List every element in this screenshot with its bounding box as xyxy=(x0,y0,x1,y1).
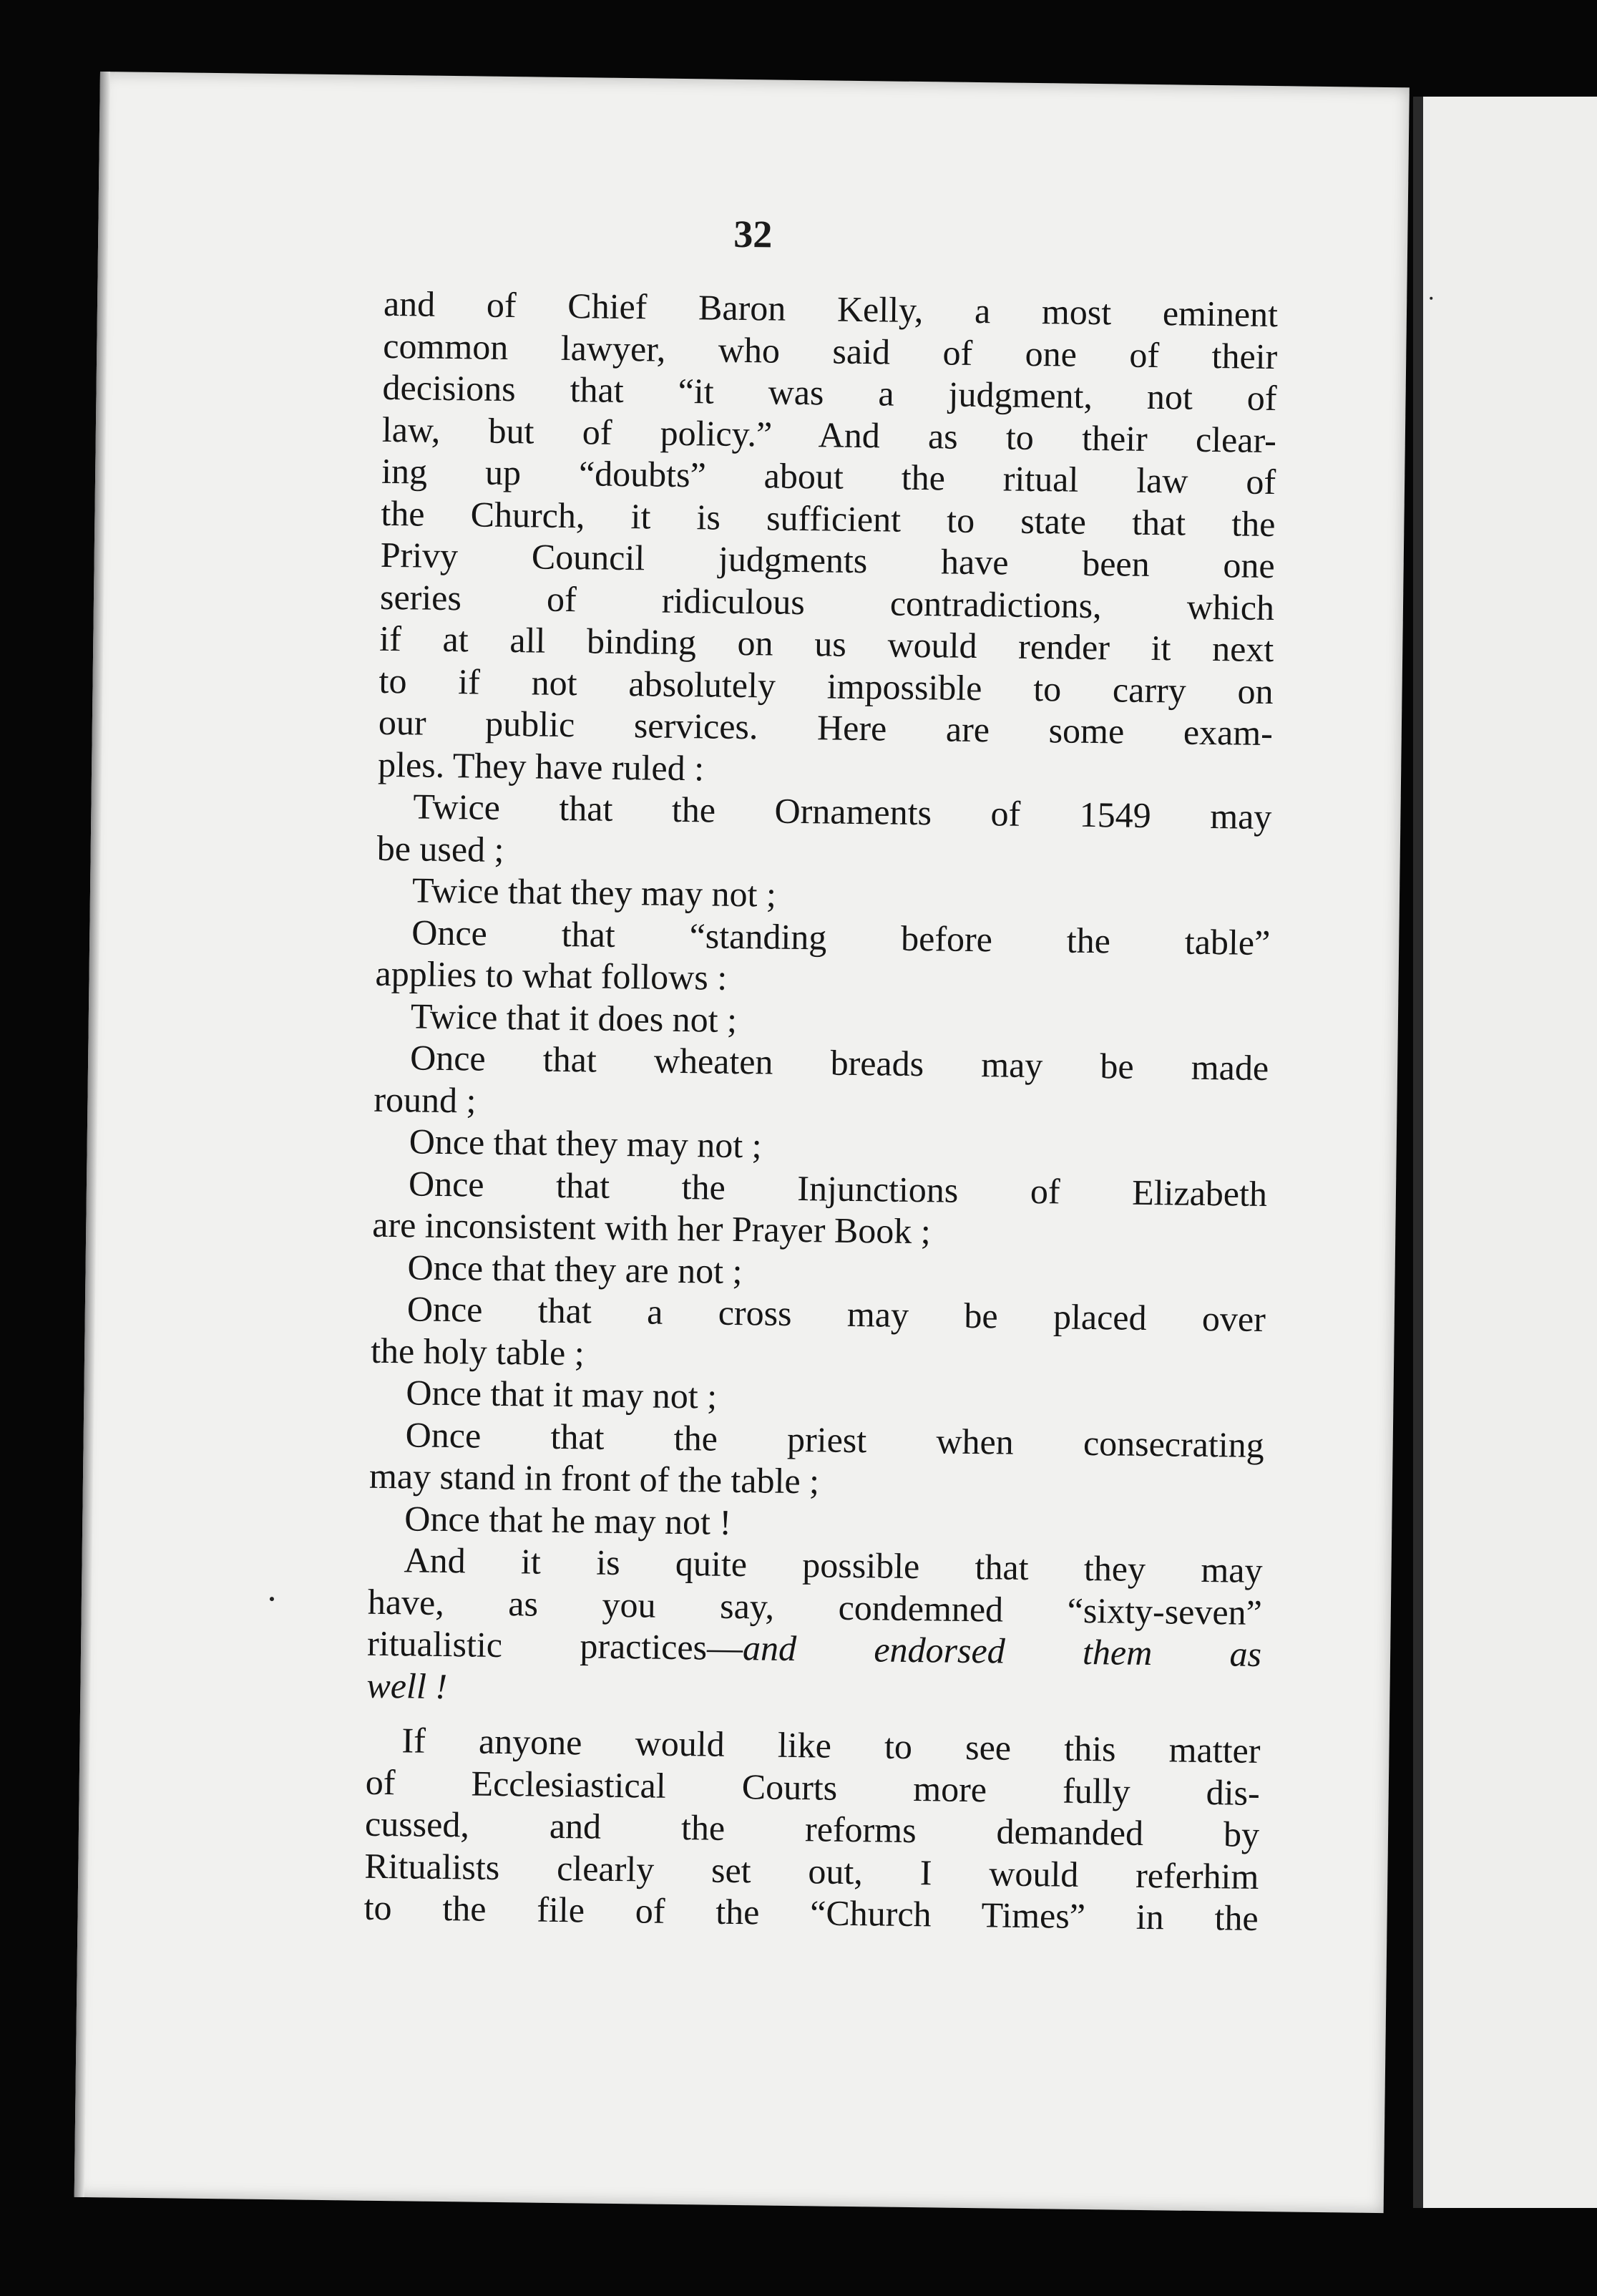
text-line: And it is quite possible that they may xyxy=(404,1539,1263,1591)
text-line: be used ; xyxy=(376,827,504,870)
italic-text: well ! xyxy=(366,1665,448,1706)
text-line: if at all binding on us would render it next xyxy=(379,618,1274,670)
text-line: applies to what follows : xyxy=(375,953,728,998)
text-line: ing up “doubts” about the ritual law of xyxy=(381,450,1276,502)
text-line: round ; xyxy=(373,1079,477,1121)
text-line: may stand in front of the table ; xyxy=(368,1455,820,1502)
text-line: If anyone would like to see this matter xyxy=(401,1720,1261,1771)
text-line: Twice that the Ornaments of 1549 may xyxy=(413,786,1272,837)
text-line: Once that it may not ; xyxy=(406,1372,718,1416)
text-line: Ritualists clearly set out, I would referhim xyxy=(364,1845,1259,1897)
paragraph xyxy=(366,1539,1263,1717)
text-line: have, as you say, condemned “sixty-seven” xyxy=(367,1581,1263,1633)
text-line: law, but of policy.” And as to their clear- xyxy=(381,409,1277,460)
text-line: cussed, and the reforms demanded by xyxy=(364,1803,1260,1854)
text-line: Privy Council judgments have been one xyxy=(380,534,1276,586)
text-line: Once that he may not ! xyxy=(404,1497,732,1542)
text-line: Once that a cross may be placed over xyxy=(406,1288,1266,1340)
text-line: Once that they may not ; xyxy=(409,1121,763,1166)
ruling-item xyxy=(373,1036,1269,1131)
text-line: to the file of the “Church Times” in the xyxy=(363,1887,1259,1938)
page-edge xyxy=(74,72,110,2197)
text-line: our public services. Here are some exam- xyxy=(378,701,1274,754)
text-line: Twice that it does not ; xyxy=(410,995,738,1040)
text-line: of Ecclesiastical Courts more fully dis- xyxy=(365,1761,1261,1813)
text-line: Once that “standing before the table” xyxy=(411,911,1271,963)
text-line: Once that the priest when consecrating xyxy=(405,1414,1265,1465)
text-line: decisions that “it was a judgment, not of xyxy=(382,366,1277,419)
paragraph xyxy=(363,1719,1260,1940)
text-line: the holy table ; xyxy=(370,1330,585,1373)
text-line: Twice that they may not ; xyxy=(411,870,777,915)
text-line: to if not absolutely impossible to carry on xyxy=(379,660,1274,711)
paragraph xyxy=(378,283,1278,796)
text-line: series of ridiculous contradictions, which xyxy=(379,576,1275,628)
body-text xyxy=(363,283,1278,1940)
text-line: are inconsistent with her Prayer Book ; xyxy=(372,1204,932,1252)
text-line: the Church, it is sufficient to state that the xyxy=(381,492,1276,544)
facing-page xyxy=(1413,97,1597,2208)
text-line: Once that they are not ; xyxy=(407,1246,743,1291)
ink-speck xyxy=(1430,297,1432,300)
book-page xyxy=(74,72,1410,2213)
ruling-item xyxy=(372,1162,1267,1256)
ruling-item xyxy=(369,1413,1264,1507)
ruling-item xyxy=(371,1288,1266,1382)
text-fragment: ritualistic practices— xyxy=(366,1623,743,1668)
italic-text: and endorsed them as xyxy=(742,1628,1262,1674)
text-line: Once that wheaten breads may be made xyxy=(409,1037,1269,1089)
text-line: common lawyer, who said of one of their xyxy=(383,325,1278,376)
text-line: and of Chief Baron Kelly, a most eminent xyxy=(383,283,1279,335)
text-line: Once that the Injunctions of Elizabeth xyxy=(408,1162,1268,1214)
text-line: ples. They have ruled : xyxy=(377,744,705,788)
page-number: 32 xyxy=(733,212,773,256)
ruling-item xyxy=(376,785,1271,880)
ruling-item xyxy=(375,910,1270,1005)
ink-speck xyxy=(270,1597,274,1601)
